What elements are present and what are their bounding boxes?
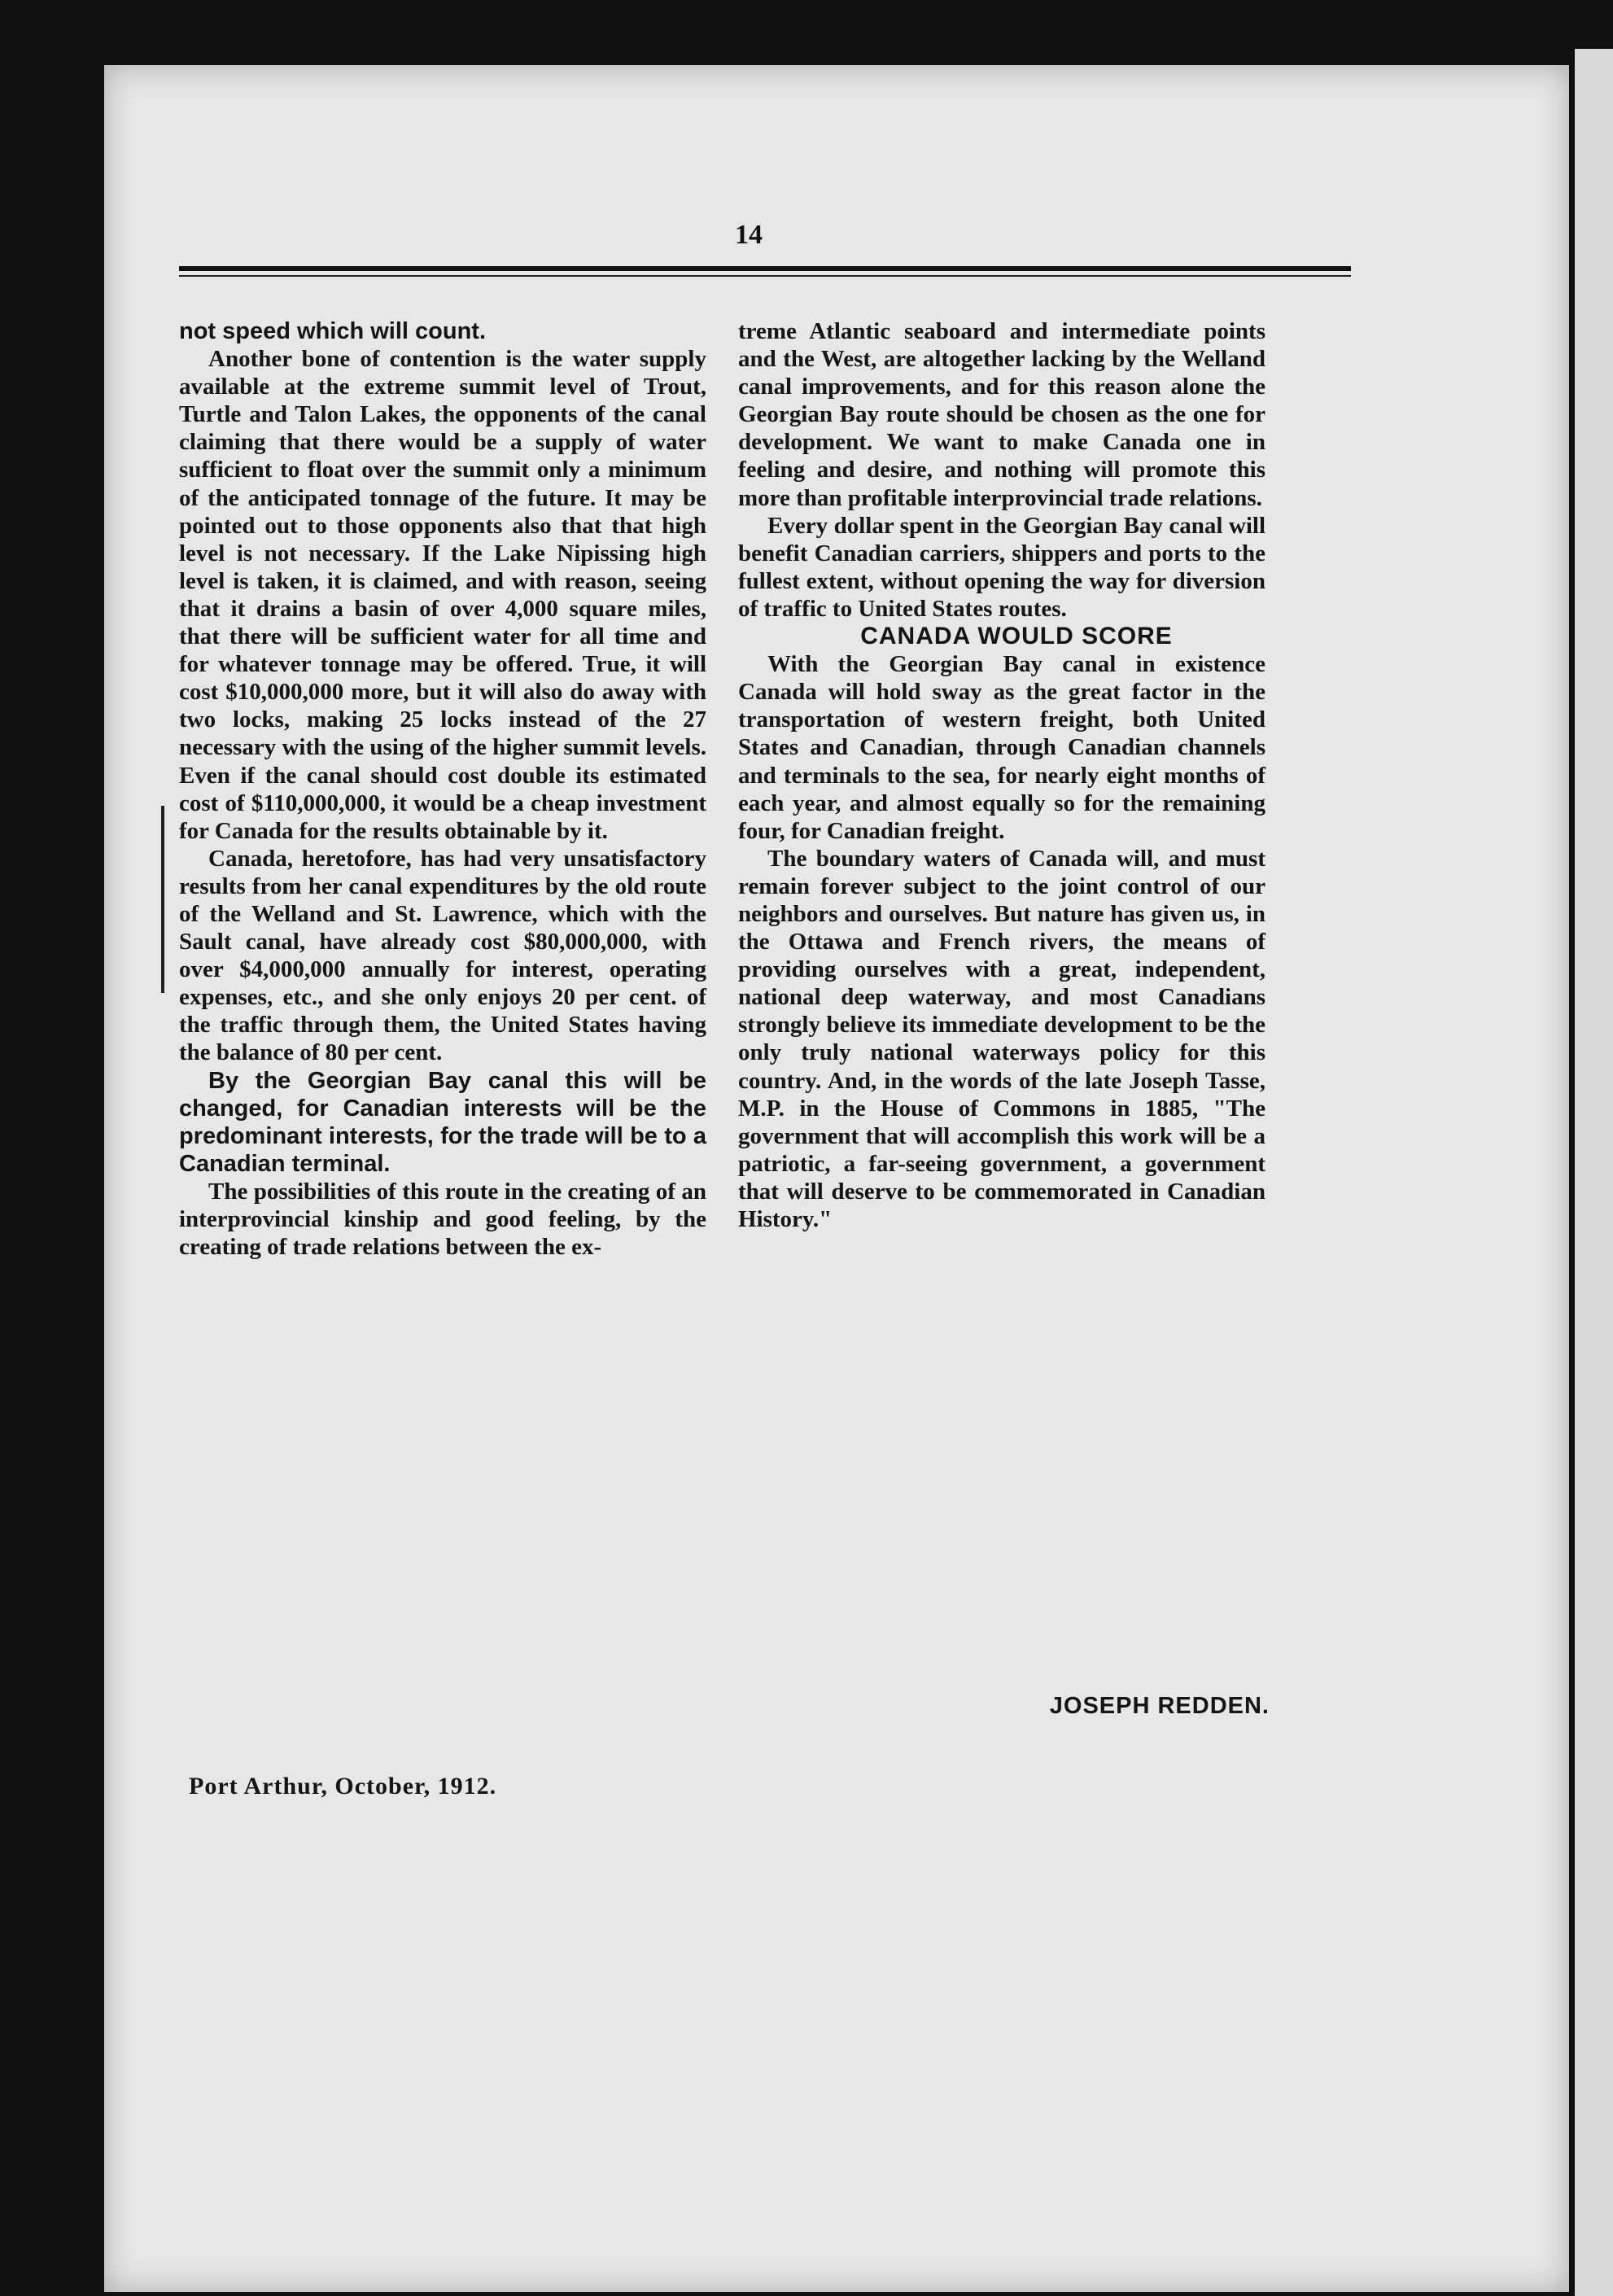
dateline: Port Arthur, October, 1912. [189,1773,497,1800]
right-column [738,317,1265,1233]
paragraph: The boundary waters of Canada will, and must remain forever subject to the joint control of our neighbors and ourselves. But nature has given us, in the Ottawa and French rivers, the means of providing ourselves with a great, independent, national deep waterway, and most Canadians strongly believe its immediate development to be the only truly national waterways policy for this country. And, in the words of the late Joseph Tasse, M.P. in the House of Commons in 1885, "The government that will accomplish this work will be a patriotic, a far-seeing government, a government that will deserve to be commemorated in Canadian History." [738,845,1265,1232]
header-rule [179,266,1351,271]
margin-mark [161,806,164,993]
paragraph: The possibilities of this route in the creating of an interprovincial kinship and good feeling, by the creating of trade relations between the ex- [179,1178,706,1261]
paragraph: Another bone of contention is the water supply available at the extreme summit level of Trout, Turtle and Talon Lakes, the opponents of the canal claiming that there would be a supply of water sufficient to float over the summit only a minimum of the anticipated tonnage of the future. It may be pointed out to those opponents also that that high level is not necessary. If the Lake Nipissing high level is taken, it is claimed, and with reason, seeing that it drains a basin of over 4,000 square miles, that there will be sufficient water for all time and for whatever tonnage may be offered. True, it will cost $10,000,000 more, but it will also do away with two locks, making 25 locks instead of the 27 necessary with the using of the higher summit levels. Even if the canal should cost double its estimated cost of $110,000,000, it would be a cheap investment for Canada for the results obtainable by it. [179,346,706,844]
paragraph: With the Georgian Bay canal in existence Canada will hold sway as the great factor in the transportation of western freight, both United States and Canadian, through Canadian channels and terminals to the sea, for nearly eight months of each year, and almost equally so for the remaining four, for Canadian freight. [738,651,1265,844]
paragraph: treme Atlantic seaboard and intermediate points and the West, are altogether lacking by the Welland canal improvements, and for this reason alone the Georgian Bay route should be chosen as the one for development. We want to make Canada one in feeling and desire, and nothing will promote this more than profitable interprovincial trade relations. [738,318,1265,511]
paragraph: Every dollar spent in the Georgian Bay canal will benefit Canadian carriers, shippers and ports to the fullest extent, without opening the way for diversion of traffic to United States routes. [738,512,1265,622]
paragraph: not speed which will count. [179,318,487,344]
author-signature: JOSEPH REDDEN. [1049,1693,1270,1719]
section-heading: CANADA WOULD SCORE [860,623,1173,650]
paragraph: Canada, heretofore, has had very unsatisfactory results from her canal expenditures by the old route of the Welland and St. Lawrence, which with the Sault canal, have already cost $80,000,000, with over $4,000,000 annually for interest, operating expenses, etc., and she only enjoys 20 per cent. of the traffic through them, the United States having the balance of 80 per cent. [179,845,706,1066]
paragraph: By the Georgian Bay canal this will be changed, for Canadian interests will be the predominant interests, for the trade will be to a Canadian terminal. [179,1067,706,1177]
page-number: 14 [735,220,763,250]
header-rule-thin [179,275,1351,277]
adjacent-page-edge [1575,49,1613,2296]
left-column [179,317,706,1261]
